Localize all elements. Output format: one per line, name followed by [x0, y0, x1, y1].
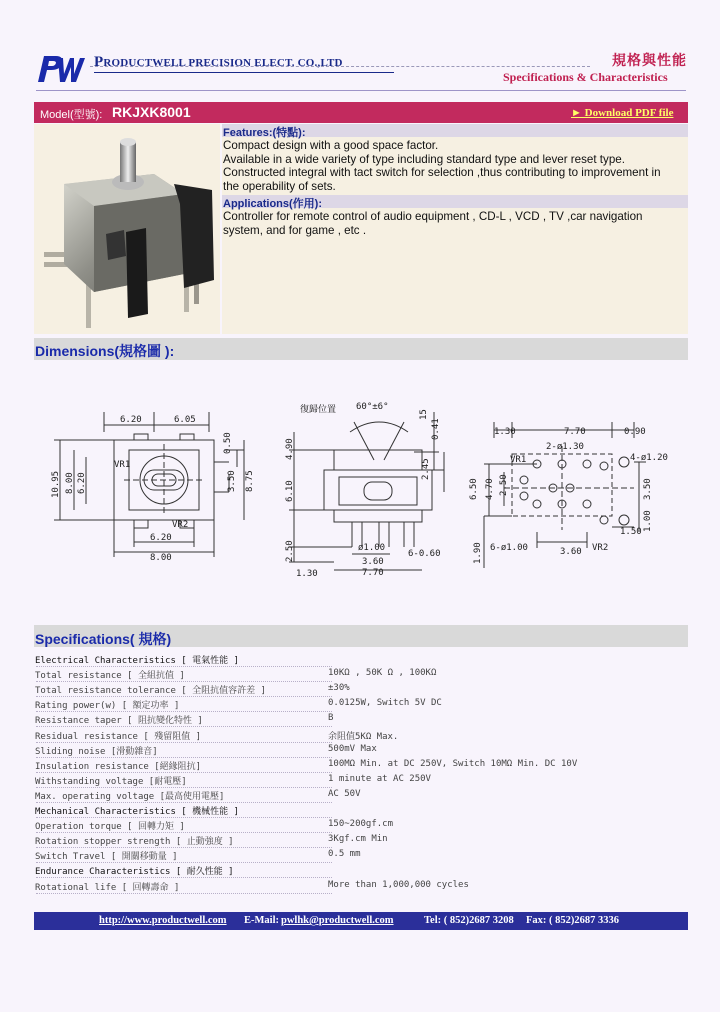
spec-value: ±30%: [328, 683, 350, 694]
spec-name: Sliding noise [滑動雜音]: [35, 746, 158, 757]
spec-row-divider: [36, 666, 332, 667]
dim-label: 8.00: [65, 472, 75, 494]
spec-row-divider: [36, 893, 332, 894]
dim-label: 0.41: [431, 418, 441, 440]
dim-label: 6.20: [150, 533, 172, 543]
dim-label: 6-ø1.00: [490, 543, 528, 553]
dim-label: 6.20: [77, 472, 87, 494]
dim-label: 10.95: [51, 470, 61, 498]
spec-row-divider: [36, 862, 332, 863]
spec-value: 0.5 mm: [328, 849, 361, 860]
spec-value: 余阻值5KΩ Max.: [328, 731, 399, 742]
features-heading: Features:(特點):: [223, 127, 306, 139]
spec-group-heading: Electrical Characteristics [ 電氣性能 ]: [35, 656, 239, 666]
header-dashed-rule: [90, 66, 590, 67]
dim-label: 2.50: [285, 540, 295, 562]
dim-label: 8.75: [245, 470, 255, 492]
dim-label: 3.50: [227, 470, 237, 492]
spec-value: More than 1,000,000 cycles: [328, 879, 469, 890]
spec-value: 0.0125W, Switch 5V DC: [328, 698, 442, 709]
spec-row-divider: [36, 787, 332, 788]
spec-group-heading: Mechanical Characteristics [ 機械性能 ]: [35, 807, 239, 817]
dim-label: 4.90: [285, 438, 295, 460]
features-line: Available in a wide variety of type including standard type and lever reset type.: [223, 152, 625, 166]
spec-name: Switch Travel [ 開關移動量 ]: [35, 852, 178, 863]
spec-row-divider: [36, 696, 332, 697]
product-photo: [34, 124, 220, 334]
dim-label: 4-ø1.20: [630, 453, 668, 463]
dim-label: 2.50: [499, 474, 509, 496]
spec-row-divider: [36, 711, 332, 712]
dim-label: 6.20: [120, 415, 142, 425]
spec-value: B: [328, 713, 334, 724]
dimension-drawings: [34, 392, 688, 588]
spec-value: 500mV Max: [328, 743, 377, 754]
applications-line: Controller for remote control of audio equipment , CD-L , VCD , TV ,car navigation: [223, 210, 643, 223]
company-underline: [94, 72, 394, 73]
dim-label: VR2: [592, 543, 609, 553]
dimensions-title: Dimensions(規格圖 ):: [35, 343, 175, 359]
features-line: Constructed integral with tact switch for selection ,thus contributing to improvement in: [223, 166, 661, 180]
spec-row-divider: [36, 847, 332, 848]
product-photo-panel: [34, 124, 220, 334]
header-rule: [36, 90, 686, 91]
dim-label: 3.50: [643, 478, 653, 500]
spec-name: Rotation stopper strength [ 止動強度 ]: [35, 837, 234, 848]
dim-label: 7.70: [564, 427, 586, 437]
company-name-part1: RODUCTWELL: [103, 57, 189, 69]
spec-row-divider: [36, 757, 332, 758]
features-text: [223, 139, 687, 193]
chinese-title: 規格與性能: [612, 52, 687, 68]
applications-text: [223, 210, 687, 237]
spec-value: 1 minute at AC 250V: [328, 773, 431, 784]
spec-row-divider: [36, 802, 332, 803]
page-subtitle: Specifications & Characteristics: [503, 70, 668, 84]
dim-label: 7.70: [362, 568, 384, 578]
dim-label: 6.50: [469, 478, 479, 500]
email-link[interactable]: pwlhk@productwell.com: [281, 915, 394, 926]
dim-label: 1.30: [296, 569, 318, 579]
dim-label: VR1: [510, 455, 527, 465]
dim-label: 1.50: [620, 527, 642, 537]
dim-label: VR1: [114, 460, 131, 470]
dim-label: 2.45: [421, 458, 431, 480]
dim-label: 1.90: [473, 542, 483, 564]
spec-name: Insulation resistance [絕緣阻抗]: [35, 761, 202, 772]
spec-name: Operation torque [ 回轉力矩 ]: [35, 822, 185, 833]
dim-label: 60°±6°: [356, 402, 389, 412]
company-name-part2: PRECISION ELECT. CO.,LTD: [188, 57, 343, 69]
dim-label: 0.50: [223, 432, 233, 454]
dim-label: 3.60: [560, 547, 582, 557]
dim-label: 15: [419, 409, 429, 420]
company-initial: P: [94, 54, 104, 70]
email-label: E-Mail:: [244, 915, 279, 926]
spec-value: 150~200gf.cm: [328, 819, 394, 830]
dim-label: 復歸位置: [300, 405, 337, 415]
dim-label: 2-ø1.30: [546, 442, 584, 452]
features-line: the operability of sets.: [223, 179, 336, 193]
model-label: Model(型號):: [40, 109, 103, 121]
phone-number: Tel: ( 852)2687 3208: [424, 915, 514, 926]
spec-name: Max. operating voltage [最高使用電壓]: [35, 791, 225, 802]
model-number: RKJXK8001: [112, 104, 191, 120]
spec-value: 100MΩ Min. at DC 250V, Switch 10MΩ Min. DC 10V: [328, 758, 578, 769]
spec-group-heading: Endurance Characteristics [ 耐久性能 ]: [35, 867, 234, 878]
dim-label: VR2: [172, 520, 189, 530]
spec-name: Total resistance [ 全組抗值 ]: [35, 671, 185, 682]
spec-row-divider: [36, 832, 332, 833]
dim-label: 3.60: [362, 557, 384, 567]
spec-name: Rotational life [ 回轉壽命 ]: [35, 882, 180, 893]
spec-row-divider: [36, 681, 332, 682]
spec-value: 10KΩ , 50K Ω , 100KΩ: [328, 668, 437, 679]
spec-value: 3Kgf.cm Min: [328, 834, 388, 845]
company-logo: [36, 52, 88, 84]
dim-label: 0.90: [624, 427, 646, 437]
spec-row-divider: [36, 877, 332, 878]
applications-line: system, and for game , etc .: [223, 223, 367, 237]
company-name: [94, 54, 343, 71]
dim-label: 6.05: [174, 415, 196, 425]
dim-label: 1.30: [494, 427, 516, 437]
website-link[interactable]: http://www.productwell.com: [99, 915, 227, 926]
spec-name: Rating power(w) [ 額定功率 ]: [35, 701, 180, 712]
download-pdf-link[interactable]: ► Download PDF file: [571, 107, 674, 119]
spec-row-divider: [36, 742, 332, 743]
features-line: Compact design with a good space factor.: [223, 139, 439, 152]
applications-heading: Applications(作用):: [223, 198, 322, 210]
spec-name: Resistance taper [ 阻抗變化特性 ]: [35, 716, 203, 727]
spec-name: Residual resistance [ 殘留阻值 ]: [35, 731, 202, 742]
dim-label: 1.00: [643, 510, 653, 532]
dim-label: 6.10: [285, 480, 295, 502]
spec-name: Withstanding voltage [耐電壓]: [35, 776, 187, 787]
spec-name: Total resistance tolerance [ 全阻抗值容許差 ]: [35, 686, 266, 697]
dim-label: 4.70: [485, 478, 495, 500]
spec-row-divider: [36, 817, 332, 818]
dim-label: 6-0.60: [408, 549, 441, 559]
specifications-title: Specifications( 規格): [35, 631, 172, 647]
spec-row-divider: [36, 772, 332, 773]
dim-label: 8.00: [150, 553, 172, 563]
spec-value: AC 50V: [328, 788, 361, 799]
dim-label: ø1.00: [358, 543, 386, 553]
spec-row-divider: [36, 726, 332, 727]
fax-number: Fax: ( 852)2687 3336: [526, 915, 620, 926]
